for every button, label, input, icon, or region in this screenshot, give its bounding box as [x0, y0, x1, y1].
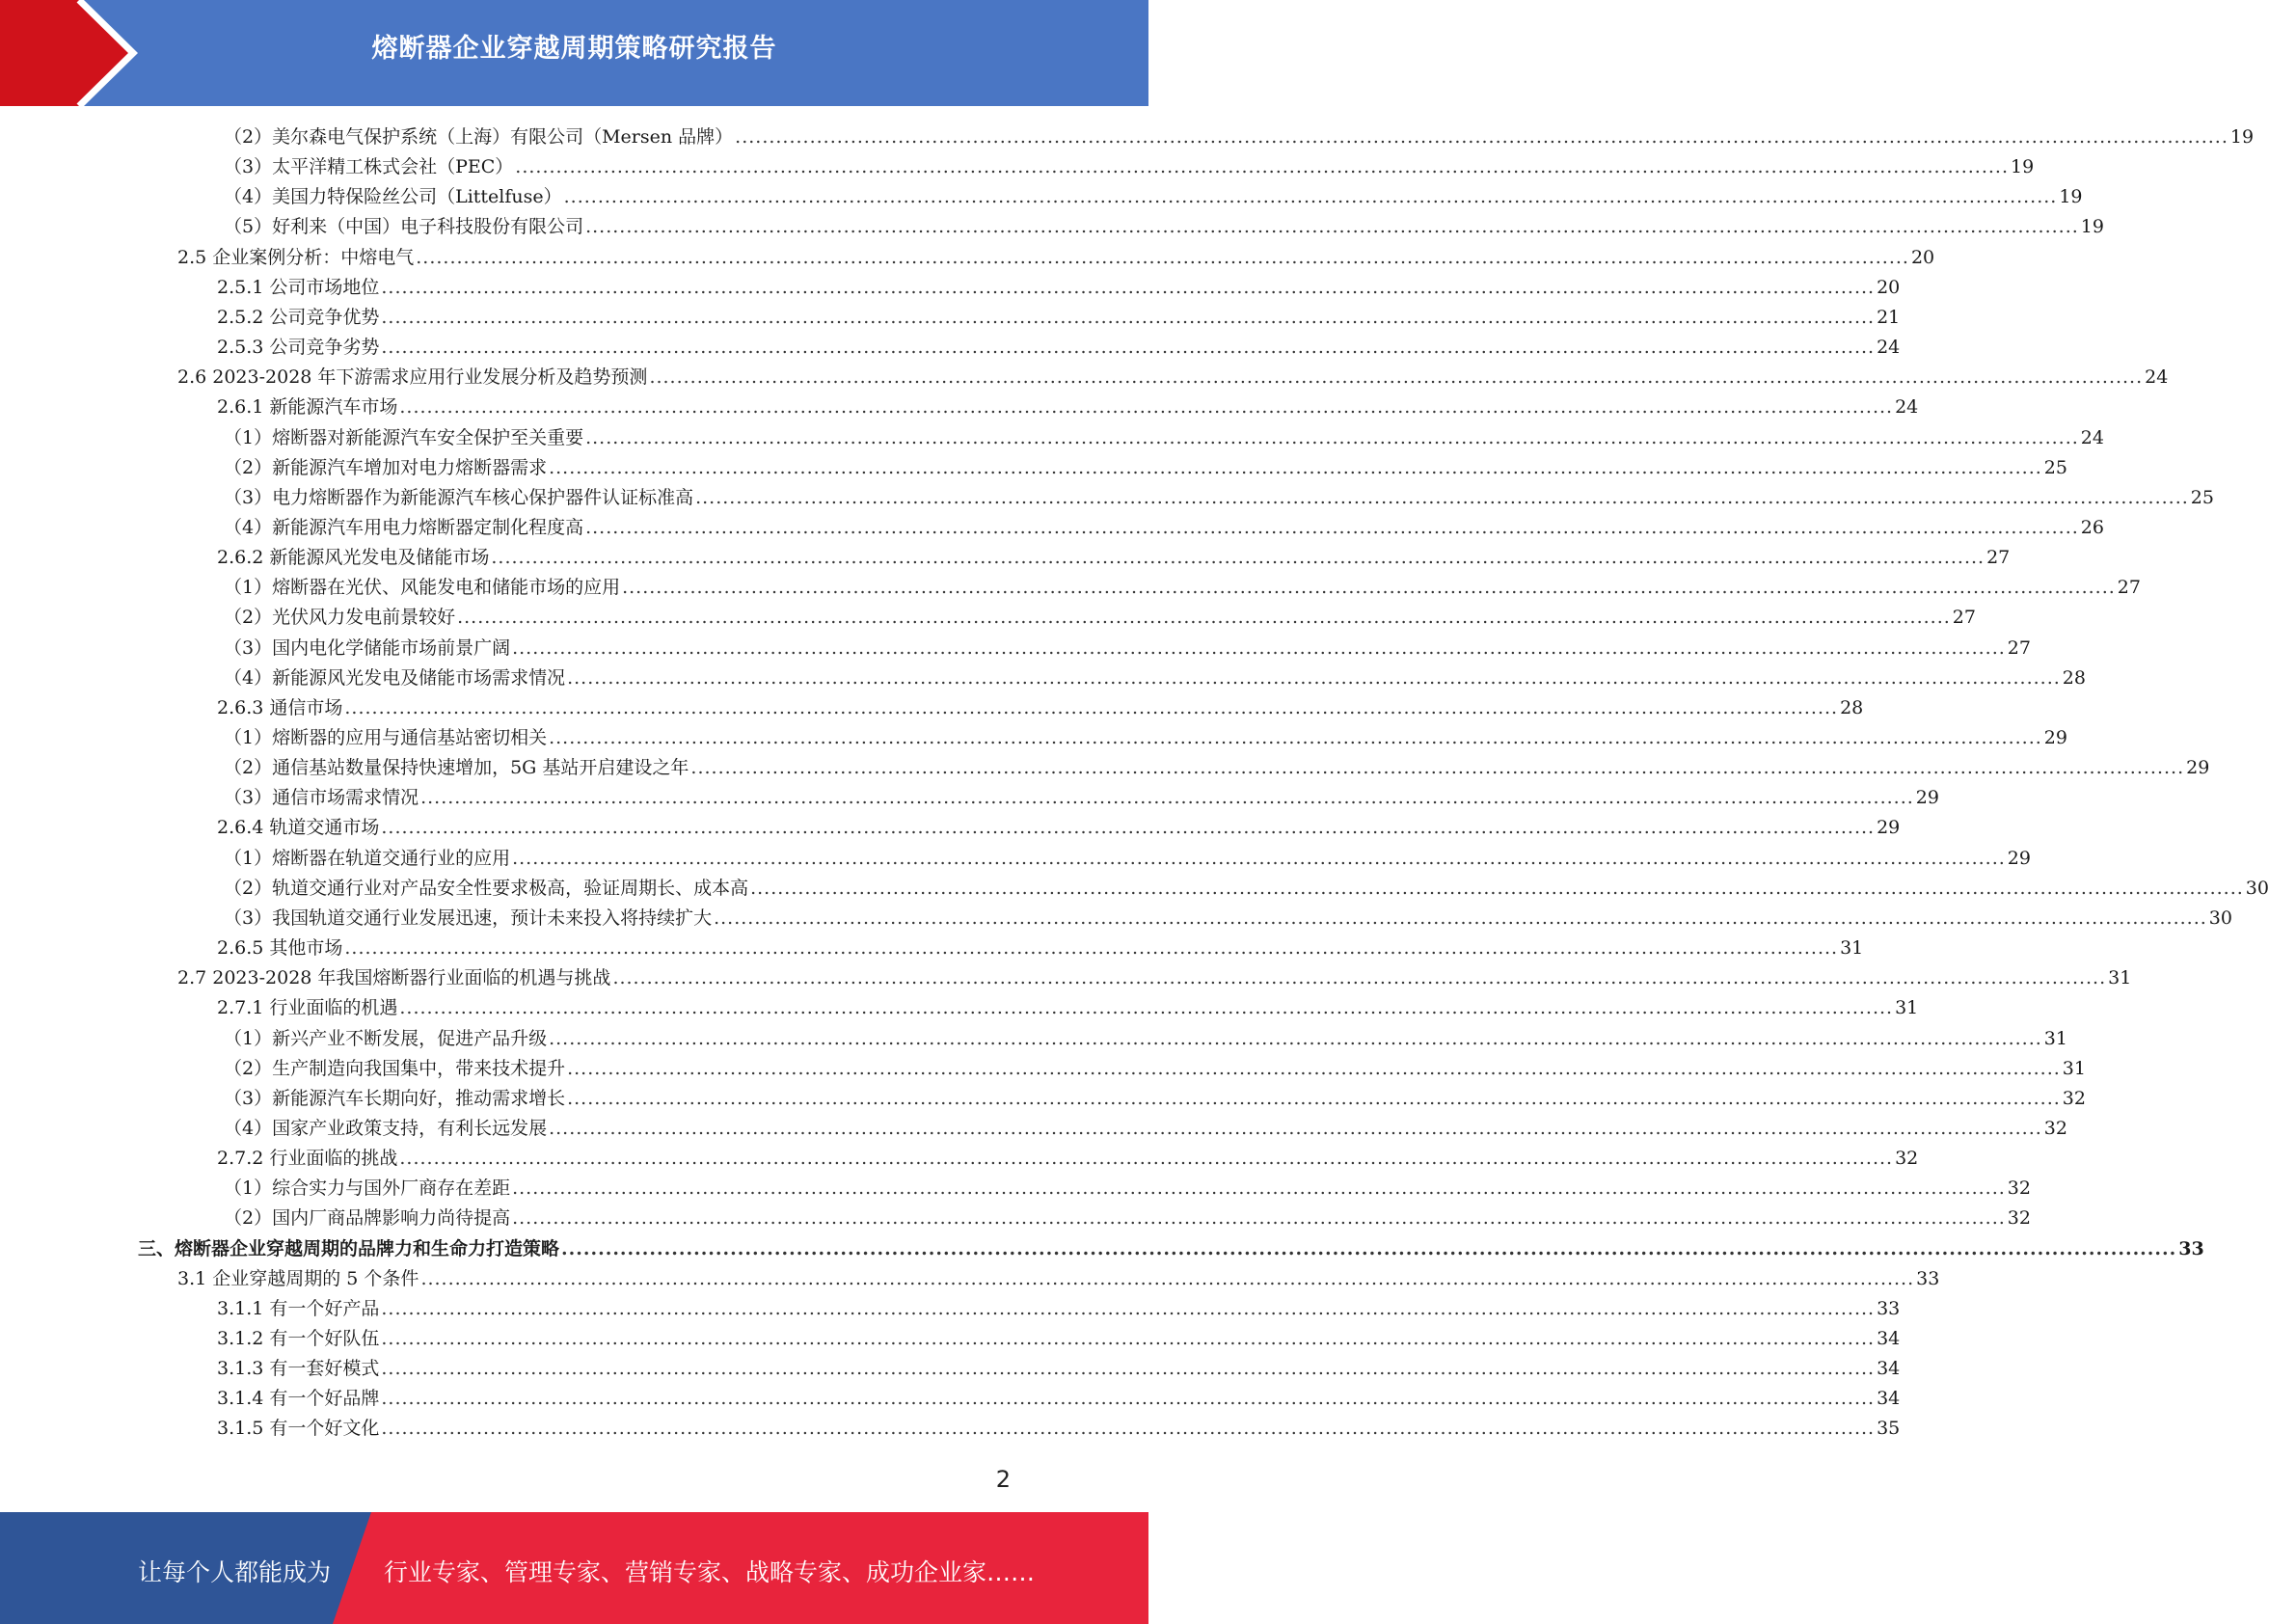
- toc-leader-dots: ............................................................................................................................................................................................................................: [381, 817, 1876, 839]
- toc-leader-dots: ............................................................................................................................................................................................................................: [512, 1177, 2006, 1200]
- toc-entry[interactable]: [217, 1324, 1901, 1354]
- toc-entry[interactable]: [217, 1384, 1901, 1414]
- toc-entry[interactable]: [224, 513, 2104, 543]
- toc-entry[interactable]: [217, 993, 1919, 1023]
- toc-leader-dots: ............................................................................................................................................................................................................................: [512, 636, 2006, 659]
- toc-leader-dots: ............................................................................................................................................................................................................................: [381, 306, 1876, 328]
- toc-entry-title: 2.6.5 其他市场: [217, 937, 343, 960]
- toc-entry[interactable]: [224, 663, 2086, 693]
- toc-entry-page: 31: [1840, 937, 1864, 960]
- toc-entry-page: 27: [2007, 636, 2031, 659]
- toc-entry-page: 34: [1877, 1328, 1901, 1349]
- toc-entry-title: 3.1.2 有一个好队伍: [217, 1328, 380, 1349]
- toc-entry-title: （2）生产制造向我国集中，带来技术提升: [224, 1057, 566, 1079]
- toc-entry-page: 35: [1877, 1418, 1901, 1440]
- toc-leader-dots: ............................................................................................................................................................................................................................: [399, 1148, 1894, 1170]
- toc-entry-page: 31: [2043, 1027, 2067, 1049]
- toc-entry-page: 29: [2043, 727, 2067, 748]
- toc-entry-page: 29: [2186, 757, 2210, 779]
- toc-entry[interactable]: [224, 1024, 2067, 1054]
- toc-entry-page: 20: [1910, 246, 1935, 268]
- toc-entry-page: 25: [2190, 486, 2214, 508]
- toc-leader-dots: ............................................................................................................................................................................................................................: [491, 547, 1985, 569]
- toc-leader-dots: ............................................................................................................................................................................................................................: [416, 246, 1909, 268]
- toc-entry-page: 29: [2007, 847, 2031, 869]
- toc-entry-page: 19: [2080, 216, 2104, 238]
- toc-leader-dots: ............................................................................................................................................................................................................................: [612, 967, 2107, 989]
- toc-leader-dots: ............................................................................................................................................................................................................................: [549, 1117, 2042, 1139]
- toc-leader-dots: ............................................................................................................................................................................................................................: [585, 426, 2079, 448]
- toc-leader-dots: ............................................................................................................................................................................................................................: [549, 727, 2042, 748]
- toc-leader-dots: ............................................................................................................................................................................................................................: [549, 456, 2042, 478]
- toc-entry[interactable]: [217, 392, 1919, 422]
- toc-entry-title: （3）我国轨道交通行业发展迅速，预计未来投入将持续扩大: [224, 907, 713, 929]
- toc-leader-dots: ............................................................................................................................................................................................................................: [381, 276, 1876, 298]
- toc-leader-dots: ............................................................................................................................................................................................................................: [563, 186, 2058, 208]
- toc-leader-dots: ............................................................................................................................................................................................................................: [585, 516, 2079, 538]
- footer-slogan-left: 让每个人都能成为: [138, 1558, 332, 1586]
- toc-entry-page: 29: [1915, 787, 1939, 809]
- toc-entry[interactable]: [224, 573, 2141, 603]
- toc-entry-title: （4）新能源风光发电及储能市场需求情况: [224, 666, 566, 689]
- toc-entry-page: 33: [1916, 1267, 1940, 1289]
- toc-entry-title: （1）熔断器对新能源汽车安全保护至关重要: [224, 426, 584, 448]
- toc-leader-dots: ............................................................................................................................................................................................................................: [567, 1087, 2061, 1109]
- toc-entry-page: 32: [2062, 1087, 2086, 1109]
- toc-entry[interactable]: [224, 1114, 2067, 1144]
- toc-entry-page: 28: [1840, 696, 1864, 718]
- toc-entry-page: 32: [2007, 1177, 2031, 1200]
- toc-entry[interactable]: [217, 693, 1864, 723]
- toc-leader-dots: ............................................................................................................................................................................................................................: [399, 396, 1894, 419]
- toc-entry[interactable]: [224, 483, 2214, 513]
- toc-leader-dots: ............................................................................................................................................................................................................................: [549, 1027, 2042, 1049]
- toc-entry[interactable]: [224, 453, 2067, 483]
- toc-entry-page: 32: [1895, 1148, 1919, 1170]
- toc-entry-title: （1）熔断器在轨道交通行业的应用: [224, 847, 511, 869]
- toc-entry-title: 三、熔断器企业穿越周期的品牌力和生命力打造策略: [138, 1237, 560, 1259]
- toc-leader-dots: ............................................................................................................................................................................................................................: [649, 366, 2144, 389]
- toc-entry-title: （3）太平洋精工株式会社（PEC）: [224, 156, 514, 178]
- toc-entry-page: 24: [1895, 396, 1919, 419]
- page-footer: [0, 1512, 1148, 1624]
- toc-entry-page: 26: [2080, 516, 2104, 538]
- toc-entry-title: （3）新能源汽车长期向好，推动需求增长: [224, 1087, 566, 1109]
- toc-entry-page: 30: [2208, 907, 2232, 929]
- toc-leader-dots: ............................................................................................................................................................................................................................: [381, 337, 1876, 359]
- toc-leader-dots: ............................................................................................................................................................................................................................: [399, 997, 1894, 1019]
- toc-entry-page: 21: [1877, 306, 1901, 328]
- toc-entry[interactable]: [224, 1084, 2086, 1114]
- toc-leader-dots: ............................................................................................................................................................................................................................: [567, 666, 2061, 689]
- toc-entry[interactable]: [224, 723, 2067, 753]
- toc-leader-dots: ............................................................................................................................................................................................................................: [735, 126, 2228, 148]
- toc-entry-title: 2.7.2 行业面临的挑战: [217, 1148, 398, 1170]
- toc-entry-page: 24: [2080, 426, 2104, 448]
- page-header: [0, 0, 1148, 106]
- toc-entry[interactable]: [224, 1054, 2086, 1084]
- toc-leader-dots: ............................................................................................................................................................................................................................: [690, 757, 2185, 779]
- toc-entry-title: （1）新兴产业不断发展，促进产品升级: [224, 1027, 548, 1049]
- toc-entry-page: 31: [1895, 997, 1919, 1019]
- toc-leader-dots: ............................................................................................................................................................................................................................: [420, 787, 1914, 809]
- toc-entry-page: 33: [1877, 1297, 1901, 1319]
- toc-leader-dots: ............................................................................................................................................................................................................................: [515, 156, 2009, 178]
- toc-entry-title: （4）国家产业政策支持，有利长远发展: [224, 1117, 548, 1139]
- toc-leader-dots: ............................................................................................................................................................................................................................: [512, 1207, 2006, 1230]
- toc-entry-title: 3.1.5 有一个好文化: [217, 1418, 380, 1440]
- toc-entry[interactable]: [217, 333, 1901, 363]
- toc-entry[interactable]: [224, 1204, 2031, 1233]
- toc-entry-title: 2.5 企业案例分析：中熔电气: [177, 246, 415, 268]
- toc-leader-dots: ............................................................................................................................................................................................................................: [512, 847, 2006, 869]
- toc-entry-title: （2）国内厂商品牌影响力尚待提高: [224, 1207, 511, 1230]
- toc-entry-title: （4）新能源汽车用电力熔断器定制化程度高: [224, 516, 584, 538]
- toc-entry-title: 2.5.3 公司竞争劣势: [217, 337, 380, 359]
- toc-entry-title: （4）美国力特保险丝公司（Littelfuse）: [224, 186, 562, 208]
- toc-entry-title: （1）熔断器的应用与通信基站密切相关: [224, 727, 548, 748]
- toc-entry-page: 33: [2178, 1237, 2204, 1259]
- toc-entry[interactable]: [177, 1264, 1940, 1294]
- toc-entry-title: 3.1 企业穿越周期的 5 个条件: [177, 1267, 419, 1289]
- toc-entry-title: 3.1.1 有一个好产品: [217, 1297, 380, 1319]
- toc-entry[interactable]: [217, 1414, 1901, 1444]
- toc-entry[interactable]: [224, 904, 2232, 934]
- toc-leader-dots: ............................................................................................................................................................................................................................: [585, 216, 2079, 238]
- footer-slogan-right: 行业专家、管理专家、营销专家、战略专家、成功企业家……: [384, 1558, 1036, 1586]
- toc-entry[interactable]: [224, 603, 1976, 633]
- toc-entry-page: 34: [1877, 1388, 1901, 1410]
- toc-entry[interactable]: [177, 963, 2132, 993]
- toc-entry-title: （3）电力熔断器作为新能源汽车核心保护器件认证标准高: [224, 486, 694, 508]
- toc-leader-dots: ............................................................................................................................................................................................................................: [344, 937, 1839, 960]
- toc-entry-title: （1）熔断器在光伏、风能发电和储能市场的应用: [224, 577, 621, 599]
- toc-entry-title: 2.6 2023-2028 年下游需求应用行业发展分析及趋势预测: [177, 366, 648, 389]
- toc-leader-dots: ............................................................................................................................................................................................................................: [381, 1328, 1876, 1349]
- toc-leader-dots: ............................................................................................................................................................................................................................: [381, 1297, 1876, 1319]
- toc-entry-title: 2.6.3 通信市场: [217, 696, 343, 718]
- toc-entry[interactable]: [217, 813, 1901, 843]
- toc-entry[interactable]: [138, 1234, 2204, 1264]
- toc-entry[interactable]: [224, 423, 2104, 453]
- toc-entry-title: 2.6.1 新能源汽车市场: [217, 396, 398, 419]
- toc-entry[interactable]: [217, 1144, 1919, 1174]
- toc-entry-title: （5）好利来（中国）电子科技股份有限公司: [224, 216, 584, 238]
- toc-entry-page: 20: [1877, 276, 1901, 298]
- toc-entry[interactable]: [177, 243, 1935, 273]
- toc-entry-page: 31: [2108, 967, 2132, 989]
- toc-entry-page: 32: [2007, 1207, 2031, 1230]
- toc-entry-title: 2.5.2 公司竞争优势: [217, 306, 380, 328]
- toc-entry[interactable]: [217, 543, 2011, 573]
- toc-entry[interactable]: [217, 1294, 1901, 1324]
- toc-entry-title: （2）通信基站数量保持快速增加，5G 基站开启建设之年: [224, 757, 689, 779]
- toc-entry-page: 32: [2043, 1117, 2067, 1139]
- toc-leader-dots: ............................................................................................................................................................................................................................: [381, 1418, 1876, 1440]
- toc-entry-title: 3.1.3 有一套好模式: [217, 1358, 380, 1380]
- toc-entry-title: （2）光伏风力发电前景较好: [224, 607, 456, 629]
- toc-entry-title: 2.7.1 行业面临的机遇: [217, 997, 398, 1019]
- toc-entry[interactable]: [224, 783, 1939, 813]
- toc-entry-title: （1）综合实力与国外厂商存在差距: [224, 1177, 511, 1200]
- toc-leader-dots: ............................................................................................................................................................................................................................: [622, 577, 2116, 599]
- toc-entry[interactable]: [224, 182, 2083, 212]
- toc-entry-title: （2）轨道交通行业对产品安全性要求极高，验证周期长、成本高: [224, 877, 749, 899]
- page-number: 2: [995, 1466, 1011, 1493]
- toc-entry-title: 2.6.2 新能源风光发电及储能市场: [217, 547, 490, 569]
- toc-entry-page: 19: [2059, 186, 2083, 208]
- toc-entry-title: 2.6.4 轨道交通市场: [217, 817, 380, 839]
- toc-entry-title: 3.1.4 有一个好品牌: [217, 1388, 380, 1410]
- toc-leader-dots: ............................................................................................................................................................................................................................: [714, 907, 2207, 929]
- toc-entry-page: 34: [1877, 1358, 1901, 1380]
- toc-entry-page: 27: [2117, 577, 2141, 599]
- toc-entry-page: 29: [1877, 817, 1901, 839]
- toc-entry[interactable]: [224, 122, 2255, 152]
- toc-entry-page: 31: [2062, 1057, 2086, 1079]
- toc-leader-dots: ............................................................................................................................................................................................................................: [381, 1358, 1876, 1380]
- toc-entry[interactable]: [224, 753, 2210, 783]
- toc-entry[interactable]: [224, 1174, 2031, 1204]
- toc-leader-dots: ............................................................................................................................................................................................................................: [457, 607, 1951, 629]
- toc-leader-dots: ............................................................................................................................................................................................................................: [695, 486, 2189, 508]
- toc-leader-dots: ............................................................................................................................................................................................................................: [567, 1057, 2061, 1079]
- toc-entry-title: （3）通信市场需求情况: [224, 787, 419, 809]
- toc-entry-title: （2）美尔森电气保护系统（上海）有限公司（Mersen 品牌）: [224, 126, 734, 148]
- toc-leader-dots: ............................................................................................................................................................................................................................: [420, 1267, 1915, 1289]
- toc-entry-title: 2.7 2023-2028 年我国熔断器行业面临的机遇与挑战: [177, 967, 611, 989]
- toc-entry-title: 2.5.1 公司市场地位: [217, 276, 380, 298]
- toc-entry-page: 24: [1877, 337, 1901, 359]
- toc-leader-dots: ............................................................................................................................................................................................................................: [561, 1237, 2177, 1259]
- toc-leader-dots: ............................................................................................................................................................................................................................: [750, 877, 2244, 899]
- toc-entry-title: （2）新能源汽车增加对电力熔断器需求: [224, 456, 548, 478]
- toc-entry-page: 25: [2043, 456, 2067, 478]
- toc-entry[interactable]: [224, 212, 2104, 242]
- toc-entry[interactable]: [224, 844, 2031, 874]
- toc-entry[interactable]: [224, 874, 2269, 904]
- toc-leader-dots: ............................................................................................................................................................................................................................: [344, 696, 1839, 718]
- toc-entry-page: 30: [2245, 877, 2269, 899]
- toc-entry-page: 27: [1986, 547, 2011, 569]
- report-title: 熔断器企业穿越周期策略研究报告: [371, 34, 777, 64]
- toc-entry-page: 19: [2010, 156, 2035, 178]
- toc-entry-page: 19: [2229, 126, 2255, 148]
- toc-leader-dots: ............................................................................................................................................................................................................................: [381, 1388, 1876, 1410]
- toc-entry[interactable]: [224, 634, 2031, 663]
- toc-entry[interactable]: [217, 273, 1901, 303]
- toc-entry-page: 27: [1952, 607, 1976, 629]
- toc-entry-page: 28: [2062, 666, 2086, 689]
- toc-entry[interactable]: [217, 1354, 1901, 1384]
- toc-entry[interactable]: [177, 363, 2169, 392]
- toc-entry-title: （3）国内电化学储能市场前景广阔: [224, 636, 511, 659]
- toc-entry[interactable]: [217, 934, 1864, 963]
- toc-entry[interactable]: [217, 303, 1901, 333]
- toc-entry-page: 24: [2145, 366, 2169, 389]
- toc-entry[interactable]: [224, 152, 2035, 182]
